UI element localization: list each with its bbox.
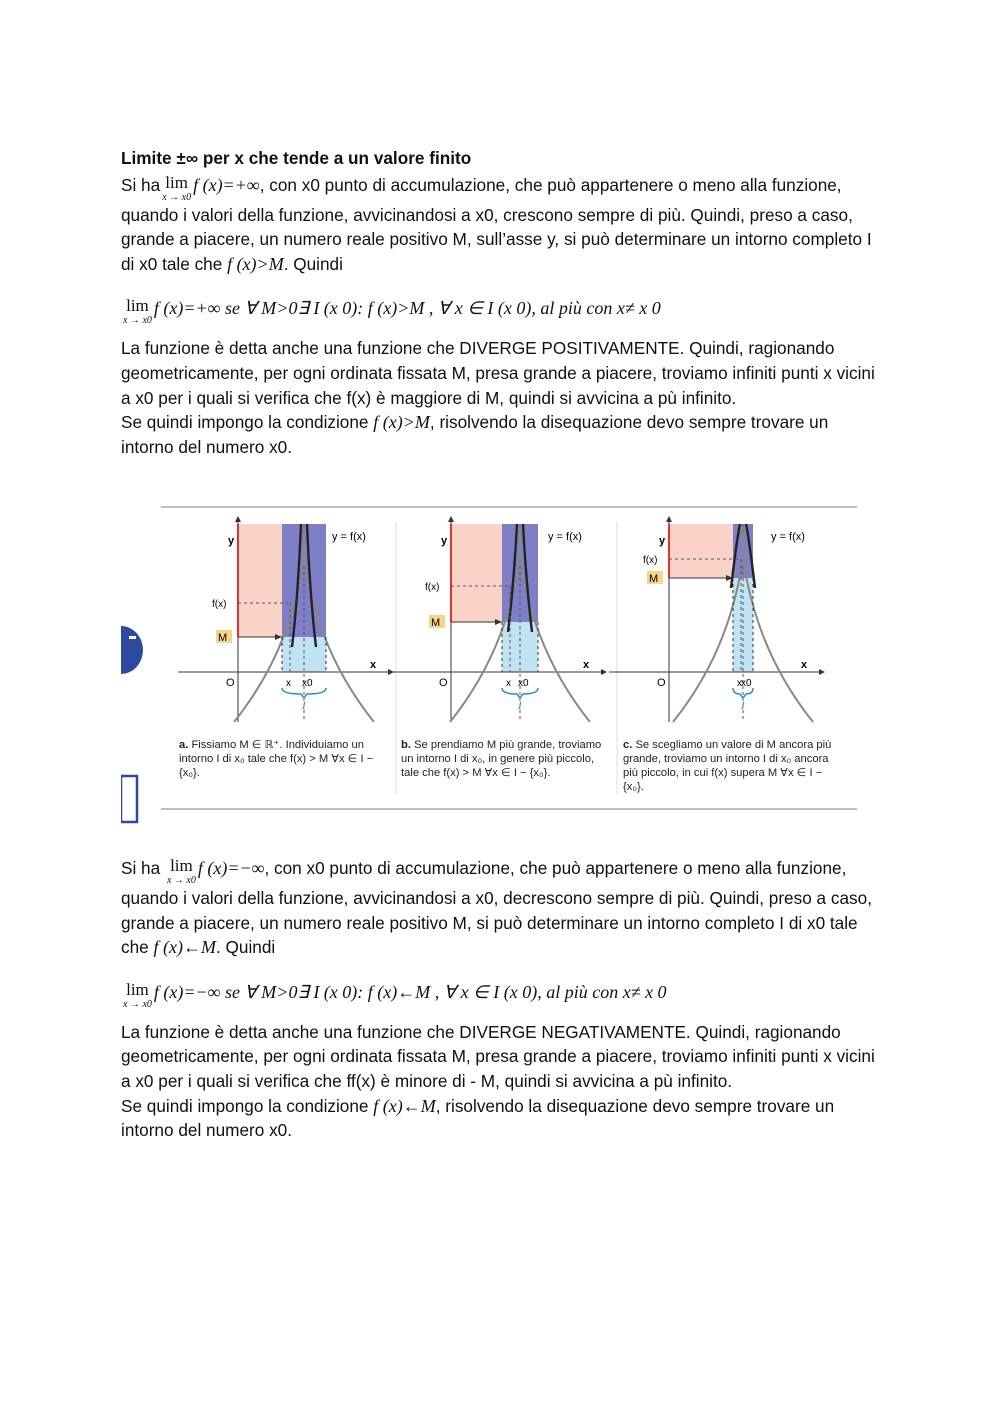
lim-word: lim xyxy=(126,979,149,999)
formula-expression: f (x)=+∞ se ∀ M>0∃ I (x 0): f (x)>M , ∀ x ∈ I (x 0), al più con x≠ x 0 xyxy=(153,298,661,319)
side-tab-icon xyxy=(121,626,143,674)
limit-notation xyxy=(162,174,191,203)
limit-notation xyxy=(167,857,196,886)
x-label-1: x xyxy=(370,659,377,671)
paragraph-intro xyxy=(121,173,881,277)
condition-tail: . Quindi xyxy=(283,253,343,274)
intro-text: , con x0 punto di accumulazione, che può appartenere o meno alla funzione, quando i valori della funzione, avvicinandosi a x0, crescono sempre di più. Quindi, preso a caso, grande a piacere, un numero reale positivo M, sull’asse y, si può determinare un intorno completo I di x0 tale che xyxy=(121,174,872,274)
fx-label-1: f(x) xyxy=(212,599,227,610)
lim-subscript: x → x0 xyxy=(123,998,152,1010)
curve-label-3: y = f(x) xyxy=(771,531,805,543)
origin-label-3: O xyxy=(657,677,666,689)
fx-label-3: f(x) xyxy=(643,555,658,566)
condition-rest: , risolvendo la disequazione devo sempre trovare un intorno del numero x0. xyxy=(121,412,829,457)
y-label-3: y xyxy=(659,535,666,547)
y-arrow-1 xyxy=(235,516,241,522)
y-label-1: y xyxy=(228,535,235,547)
section-2 xyxy=(121,856,881,1143)
side-frame-icon xyxy=(121,776,137,822)
intro-expression: f (x)=−∞ xyxy=(197,858,265,878)
paragraph-intro-2 xyxy=(121,856,881,960)
interval-label-2: I xyxy=(518,700,522,712)
figure-limits xyxy=(121,504,857,824)
caption-letter: a. xyxy=(179,739,192,751)
y-label-2: y xyxy=(441,535,448,547)
caption-1 xyxy=(179,738,391,780)
caption-text: Se scegliamo un valore di M ancora più grande, troviamo un intorno I di x₀ ancora più piccolo, in cui f(x) supera M ∀x ∈ I − {x₀}. xyxy=(623,739,832,793)
x0-tick-1: x0 xyxy=(302,678,313,689)
intro-expression: f (x)=+∞ xyxy=(193,174,260,195)
condition-expression: f (x)>M xyxy=(227,253,284,274)
caption-text: Fissiamo M ∈ ℝ⁺. Individuiamo un intorno I di x₀ tale che f(x) > M ∀x ∈ I − {x₀}. xyxy=(179,739,374,779)
x-tick-1: x xyxy=(286,678,291,689)
paragraph-condition-2 xyxy=(121,1094,881,1143)
condition-expression: f (x)←M xyxy=(373,1095,436,1116)
region-above-m-3 xyxy=(669,524,733,578)
intro-prefix: Si ha xyxy=(121,174,161,195)
x-arrow-2 xyxy=(601,669,607,675)
condition-prefix: Se quindi impongo la condizione xyxy=(121,1095,374,1116)
x-label-3: x xyxy=(801,659,808,671)
origin-label-2: O xyxy=(439,677,448,689)
y-arrow-3 xyxy=(666,516,672,522)
caption-2 xyxy=(401,738,613,780)
x-tick-2: x xyxy=(506,678,511,689)
lim-subscript: x → x0 xyxy=(162,191,192,203)
origin-label-1: O xyxy=(226,677,235,689)
limit-notation-2 xyxy=(123,981,152,1010)
x0-tick-3: x0 xyxy=(741,678,752,689)
curve-label-2: y = f(x) xyxy=(548,531,582,543)
x-arrow-3 xyxy=(819,669,825,675)
interval-label-1: I xyxy=(302,700,306,712)
paragraph-diverge: La funzione è detta anche una funzione che DIVERGE POSITIVAMENTE. Quindi, ragionando geometricamente, per ogni ordinata fissata M, presa grande a piacere, troviamo infiniti punti x vicini a x0 per i quali si verifica che f(x) è maggiore di M, quindi si avvicina a pù infinito. xyxy=(121,338,875,408)
caption-letter: c. xyxy=(623,739,636,751)
condition-expression: f (x)>M xyxy=(373,412,430,433)
m-label-2: M xyxy=(431,617,441,629)
x-label-2: x xyxy=(583,659,590,671)
fx-label-2: f(x) xyxy=(425,582,440,593)
lim-word: lim xyxy=(165,172,188,192)
condition-expression: f (x)←M xyxy=(153,937,216,958)
condition-tail: . Quindi xyxy=(215,937,276,958)
definition-formula-2 xyxy=(121,980,881,1016)
intro-text: , con x0 punto di accumulazione, che può appartenere o meno alla funzione, quando i valori della funzione, avvicinandosi a x0, decrescono sempre di più. Quindi, preso a caso, grande a piacere, un numero reale positivo M, si può determinare un intorno completo I di x0 tale che xyxy=(121,858,872,958)
lim-word: lim xyxy=(126,296,149,316)
limit-notation-2 xyxy=(123,297,152,326)
condition-prefix: Se quindi impongo la condizione xyxy=(121,412,374,433)
definition-formula xyxy=(121,296,881,332)
x0-tick-2: x0 xyxy=(518,678,529,689)
paragraph-condition xyxy=(121,410,881,459)
section-1 xyxy=(121,146,881,459)
x-tick-3: x xyxy=(737,678,742,689)
lim-subscript: x → x0 xyxy=(166,875,196,886)
curve-label-1: y = f(x) xyxy=(332,531,366,543)
lim-word: lim xyxy=(170,856,193,875)
band-below-m-1 xyxy=(282,637,326,672)
condition-rest: , risolvendo la disequazione devo sempre trovare un intorno del numero x0. xyxy=(121,1095,835,1141)
region-above-m-2 xyxy=(451,524,502,622)
region-above-m-1 xyxy=(238,524,282,637)
y-arrow-2 xyxy=(448,516,454,522)
section-title: Limite ±∞ per x che tende a un valore finito xyxy=(121,148,472,168)
interval-label-3: I xyxy=(741,700,745,712)
caption-text: Se prendiamo M più grande, troviamo un intorno I di x₀, in genere più piccolo, tale che f(x) > M ∀x ∈ I − {x₀}. xyxy=(401,739,602,779)
lim-subscript: x → x0 xyxy=(123,315,152,327)
formula-expression: f (x)=−∞ se ∀ M>0∃ I (x 0): f (x)←M , ∀ x ∈ I (x 0), al più con x≠ x 0 xyxy=(153,981,667,1002)
caption-letter: b. xyxy=(401,739,415,751)
caption-3 xyxy=(623,738,835,794)
m-label-1: M xyxy=(218,632,228,644)
paragraph-diverge-2: La funzione è detta anche una funzione che DIVERGE NEGATIVAMENTE. Quindi, ragionando geometricamente, per ogni ordinata fissata M, presa grande a piacere, troviamo infiniti punti x vicini a x0 per i quali si verifica che ff(x) è minore di - M, quindi si avvicina a pù infinito. xyxy=(121,1021,875,1091)
intro-prefix: Si ha xyxy=(121,858,165,878)
m-label-3: M xyxy=(649,573,659,585)
